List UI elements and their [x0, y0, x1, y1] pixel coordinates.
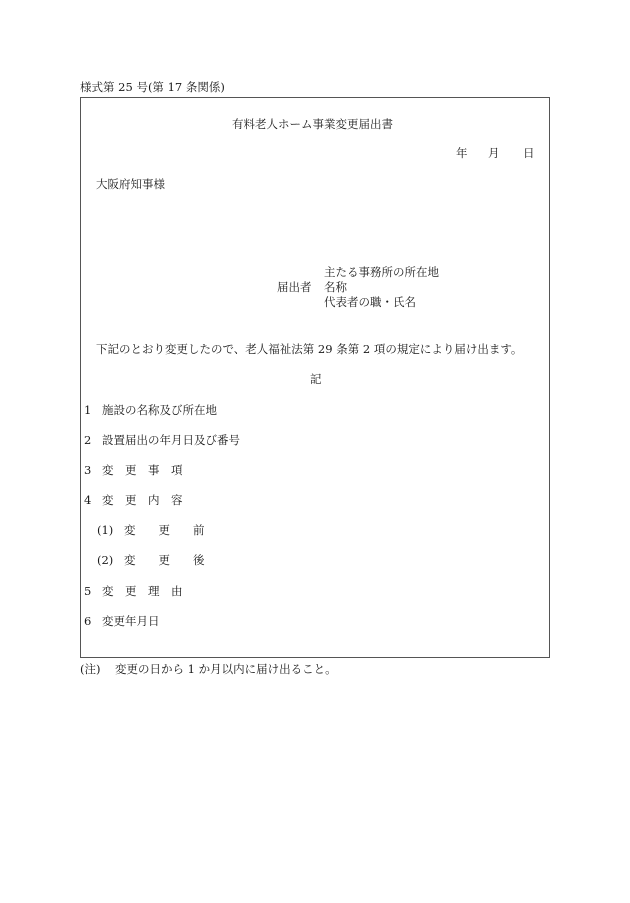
note-text: 変更の日から 1 か月以内に届け出ること。: [115, 662, 337, 676]
addressee: 大阪府知事様: [96, 177, 165, 191]
item-4-2-label: 変 更 後: [124, 553, 205, 567]
record-heading: 記: [310, 372, 322, 386]
item-4-no: 4: [84, 493, 92, 507]
item-3-label: 変 更 事 項: [102, 463, 183, 477]
item-6-no: 6: [84, 614, 92, 628]
item-1-no: 1: [84, 403, 92, 417]
item-4-2-no: (2): [97, 553, 114, 567]
item-2-no: 2: [84, 433, 92, 447]
item-4-1-no: (1): [97, 523, 114, 537]
date-day: 日: [523, 146, 535, 160]
date-month: 月: [488, 146, 500, 160]
applicant-office-location: 主たる事務所の所在地: [324, 265, 439, 279]
note-label: (注): [80, 662, 101, 676]
applicant-name: 名称: [324, 280, 347, 294]
item-5-label: 変 更 理 由: [102, 584, 183, 598]
item-4-1-label: 変 更 前: [124, 523, 205, 537]
item-1-label: 施設の名称及び所在地: [102, 403, 217, 417]
form-title: 有料老人ホーム事業変更届出書: [232, 117, 393, 131]
item-5-no: 5: [84, 584, 92, 598]
date-year: 年: [456, 146, 468, 160]
statement: 下記のとおり変更したので、老人福祉法第 29 条第 2 項の規定により届け出ます。: [96, 342, 523, 356]
item-2-label: 設置届出の年月日及び番号: [102, 433, 240, 447]
form-number: 様式第 25 号(第 17 条関係): [80, 80, 225, 94]
applicant-representative: 代表者の職・氏名: [324, 295, 416, 309]
item-6-label: 変更年月日: [102, 614, 160, 628]
item-4-label: 変 更 内 容: [102, 493, 183, 507]
item-3-no: 3: [84, 463, 92, 477]
applicant-label: 届出者: [277, 280, 312, 294]
